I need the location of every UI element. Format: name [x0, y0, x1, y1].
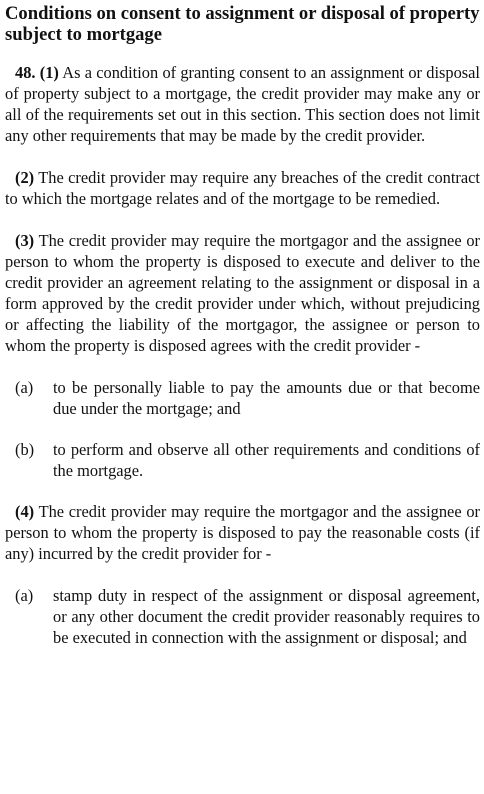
subsection-3-item-b	[5, 439, 480, 481]
subsection-3-text: The credit provider may require the mortgagor and the assignee or person to whom the property is disposed to execute and deliver to the credit provider an agreement relating to the assignment or disposal in a form approved by the credit provider under which, without prejudicing or affecting the liability of the mortgagor, the assignee or person to whom the property is disposed agrees with the credit provider -	[5, 231, 480, 355]
document-page	[5, 0, 480, 648]
subsection-3-item-a	[5, 377, 480, 419]
subsection-1	[5, 62, 480, 146]
item-label: (a)	[15, 378, 34, 397]
subsection-4-item-a	[5, 585, 480, 648]
subsection-2	[5, 167, 480, 209]
subsection-4-text: The credit provider may require the mortgagor and the assignee or person to whom the property is disposed to pay the reasonable costs (if any) incurred by the credit provider for -	[5, 502, 480, 563]
subsection-2-text: The credit provider may require any breaches of the credit contract to which the mortgage relates and of the mortgage to be remedied.	[5, 168, 480, 208]
subsection-4	[5, 501, 480, 564]
subsection-4-label: (4)	[15, 502, 35, 521]
item-label: (b)	[15, 440, 35, 459]
item-text: to be personally liable to pay the amounts due or that become due under the mortgage; and	[53, 378, 480, 418]
subsection-1-label: (1)	[39, 63, 59, 82]
item-text: stamp duty in respect of the assignment or disposal agreement, or any other document the credit provider reasonably requires to be executed in connection with the assignment or disposal; and	[53, 586, 480, 647]
item-text: to perform and observe all other requirements and conditions of the mortgage.	[53, 440, 480, 480]
subsection-3-label: (3)	[15, 231, 35, 250]
subsection-1-text: As a condition of granting consent to an assignment or disposal of property subject to a mortgage, the credit provider may make any or all of the requirements set out in this section. This section does not limit any other requirements that may be made by the credit provider.	[5, 63, 480, 145]
section-number: 48.	[15, 63, 36, 82]
subsection-2-label: (2)	[15, 168, 35, 187]
subsection-3	[5, 230, 480, 356]
item-label: (a)	[15, 586, 34, 605]
section-heading: Conditions on consent to assignment or disposal of property subject to mortgage	[5, 3, 480, 45]
